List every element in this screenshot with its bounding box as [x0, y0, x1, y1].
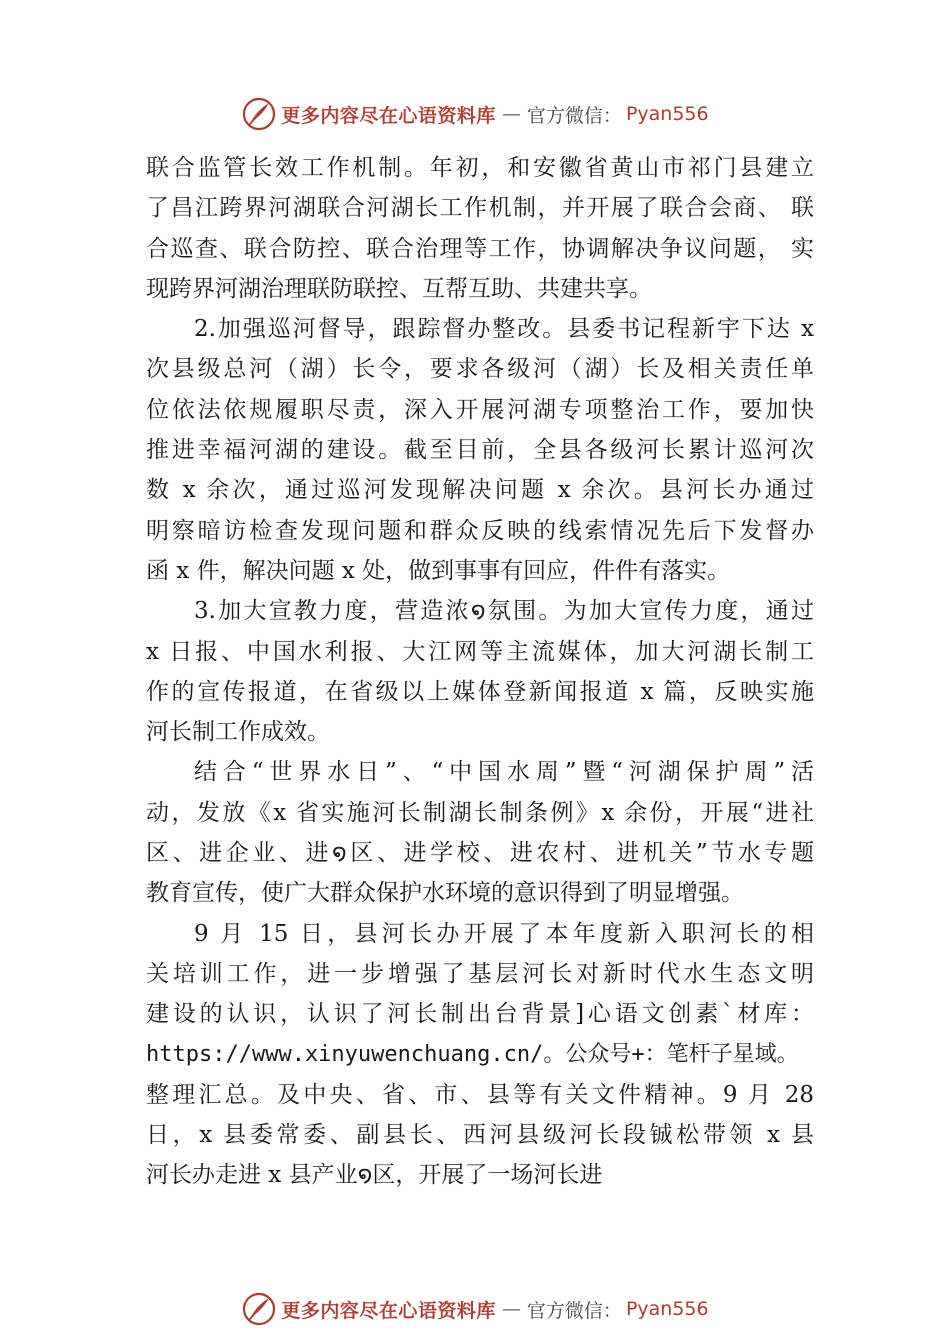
banner-dash: — [501, 1298, 521, 1320]
banner-brand: 更多内容尽在心语资料库 [281, 1299, 496, 1322]
text-line: 河长办走进 x 县产业໑区，开展了一场河长进 [146, 1162, 603, 1189]
banner-account: Pyan556 [625, 1298, 709, 1320]
header-banner [0, 94, 950, 134]
text-line: 明察暗访检查发现问题和群众反映的线索情况先后下发督办 [146, 517, 814, 544]
text-line: 现跨界河湖治理联防联控、互帮互助、共建共享。 [146, 275, 652, 302]
text-line: 结合“世界水日”、“中国水周”暨“河湖保护周”活 [194, 759, 814, 786]
text-line: 了昌江跨界河湖联合河湖长工作机制，并开展了联合会商、 联 [146, 195, 814, 222]
text-line-url: https://www.xinyuwenchuang.cn/。公众号+：笔杆子星域。 [146, 1041, 799, 1067]
text-line: 关培训工作，进一步增强了基层河长对新时代水生态文明 [146, 960, 814, 987]
banner-account: Pyan556 [625, 103, 709, 125]
banner-dash: — [501, 103, 521, 125]
text-line: 3.加大宣教力度，营造浓໑氛围。为加大宣传力度，通过 [194, 598, 814, 625]
document-body [146, 148, 814, 1196]
text-line: 河长制工作成效。 [146, 719, 330, 746]
text-line: 动，发放《x 省实施河长制湖长制条例》x 余份，开展“进社 [146, 799, 814, 826]
text-line: 推进幸福河湖的建设。截至目前，全县各级河长累计巡河次 [146, 437, 814, 464]
text-line: 区、进企业、进໑区、进学校、进农村、进机关”节水专题 [146, 840, 814, 867]
text-line: 位依法依规履职尽责，深入开展河湖专项整治工作，要加快 [146, 396, 814, 423]
banner-brand: 更多内容尽在心语资料库 [281, 104, 496, 127]
quill-logo-icon [241, 96, 277, 132]
text-line: x 日报、中国水利报、大江网等主流媒体，加大河湖长制工 [146, 638, 814, 665]
banner-wechat-label: 官方微信： [526, 1299, 622, 1322]
text-line: 建设的认识，认识了河长制出台背景]心语文创素`材库： [146, 1001, 814, 1028]
text-line: 教育宣传，使广大群众保护水环境的意识得到了明显增强。 [146, 880, 744, 907]
text-line: 9 月 15 日，县河长办开展了本年度新入职河长的相 [194, 920, 814, 947]
text-line: 联合监管长效工作机制。年初，和安徽省黄山市祁门县建立 [146, 155, 814, 181]
text-line: 次县级总河（湖）长令，要求各级河（湖）长及相关责任单 [146, 356, 814, 383]
banner-wechat-label: 官方微信： [526, 104, 622, 127]
text-line: 数 x 余次，通过巡河发现解决问题 x 余次。县河长办通过 [146, 477, 814, 504]
text-line: 2.加强巡河督导，跟踪督办整改。县委书记程新宇下达 x [194, 316, 814, 343]
text-line: 日，x 县委常委、副县长、西河县级河长段铖松带领 x 县 [146, 1122, 814, 1149]
text-line: 函 x 件，解决问题 x 处，做到事事有回应，件件有落实。 [146, 557, 731, 584]
footer-banner [0, 1289, 950, 1329]
text-line: 整理汇总。及中央、省、市、县等有关文件精神。9 月 28 [146, 1081, 814, 1108]
text-line: 合巡查、联合防控、联合治理等工作，协调解决争议问题， 实 [146, 235, 814, 262]
quill-logo-icon [241, 1291, 277, 1327]
text-line: 作的宣传报道，在省级以上媒体登新闻报道 x 篇，反映实施 [146, 678, 814, 705]
